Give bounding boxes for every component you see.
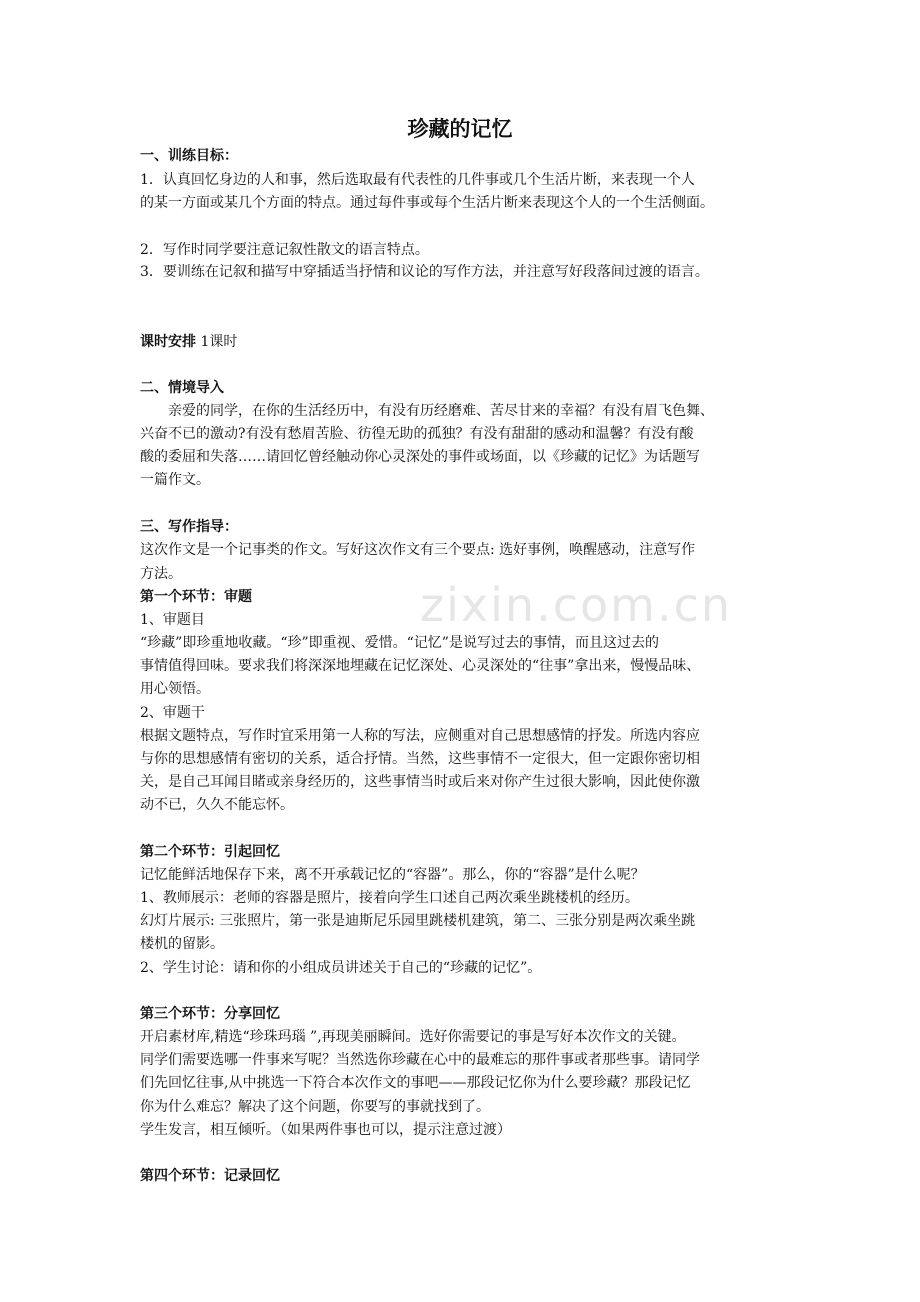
step-heading-1: 第一个环节：审题 bbox=[140, 589, 252, 605]
schedule-value: 1课时 bbox=[200, 334, 238, 350]
paragraph-line: 你为什么难忘？解决了这个问题，你要写的事就找到了。 bbox=[140, 1099, 490, 1115]
section-heading-goals: 一、训练目标： bbox=[140, 148, 238, 164]
paragraph-line: 动不已，久久不能忘怀。 bbox=[140, 797, 294, 813]
paragraph-line: 亲爱的同学，在你的生活经历中，有没有历经磨难、苦尽甘来的幸福？有没有眉飞色舞、 bbox=[168, 403, 714, 419]
paragraph-line: 根据文题特点，写作时宜采用第一人称的写法，应侧重对自己思想感情的抒发。所选内容应 bbox=[140, 728, 700, 744]
paragraph-line: 2、审题干 bbox=[140, 705, 205, 721]
paragraph-line: 事情值得回味。要求我们将深深地埋藏在记忆深处、心灵深处的“往事”拿出来，慢慢品味、 bbox=[140, 658, 701, 674]
schedule-label: 课时安排 bbox=[140, 334, 196, 350]
paragraph-line: “珍藏”即珍重地收藏。“珍”即重视、爱惜。“记忆”是说写过去的事情，而且这过去的 bbox=[140, 635, 659, 651]
paragraph-line: 与你的思想感情有密切的关系，适合抒情。当然，这些事情不一定很大，但一定跟你密切相 bbox=[140, 751, 700, 767]
paragraph-line: 幻灯片展示: 三张照片，第一张是迪斯尼乐园里跳楼机建筑，第二、三张分别是两次乘坐跳 bbox=[140, 913, 696, 929]
paragraph-line: 记忆能鲜活地保存下来，离不开承载记忆的“容器”。那么，你的“容器”是什么呢？ bbox=[140, 867, 645, 883]
paragraph-line: 这次作文是一个记事类的作文。写好这次作文有三个要点: 选好事例，唤醒感动，注意写作 bbox=[140, 542, 696, 558]
paragraph-line: 方法。 bbox=[140, 566, 182, 582]
schedule-line bbox=[140, 332, 237, 352]
section-heading-guidance: 三、写作指导： bbox=[140, 519, 238, 535]
paragraph-line: 的某一方面或某几个方面的特点。通过每件事或每个生活片断来表现这个人的一个生活侧面。 bbox=[140, 195, 714, 211]
paragraph-line: 1．认真回忆身边的人和事，然后选取最有代表性的几件事或几个生活片断，来表现一个人 bbox=[140, 172, 695, 188]
step-heading-3: 第三个环节：分享回忆 bbox=[140, 1006, 280, 1022]
paragraph-line: 1、审题目 bbox=[140, 612, 205, 628]
step-heading-2: 第二个环节：引起回忆 bbox=[140, 844, 280, 860]
paragraph-line: 同学们需要选哪一件事来写呢？当然选你珍藏在心中的最难忘的那件事或者那些事。请同学 bbox=[140, 1052, 700, 1068]
paragraph-line: 学生发言，相互倾听。（如果两件事也可以，提示注意过渡） bbox=[140, 1122, 511, 1138]
paragraph-line: 2、学生讨论：请和你的小组成员讲述关于自己的“珍藏的记忆”。 bbox=[140, 960, 542, 976]
watermark: zixin.com.cn bbox=[420, 578, 733, 632]
paragraph-line: 楼机的留影。 bbox=[140, 936, 224, 952]
paragraph-line: 们先回忆往事,从中挑选一下符合本次作文的事吧——那段记忆你为什么要珍藏？那段记忆 bbox=[140, 1075, 691, 1091]
paragraph-line: 兴奋不已的激动?有没有愁眉苦脸、彷徨无助的孤独？有没有甜甜的感动和温馨？有没有酸 bbox=[140, 426, 694, 442]
paragraph-line: 一篇作文。 bbox=[140, 472, 210, 488]
section-heading-intro: 二、情境导入 bbox=[140, 380, 224, 396]
paragraph-line: 用心领悟。 bbox=[140, 681, 210, 697]
paragraph-line: 开启素材库,精选“珍珠玛瑙 ”,再现美丽瞬间。选好你需要记的事是写好本次作文的关键。 bbox=[140, 1029, 686, 1045]
step-heading-4: 第四个环节：记录回忆 bbox=[140, 1168, 280, 1184]
document-title: 珍藏的记忆 bbox=[407, 117, 513, 141]
paragraph-line: 3．要训练在记叙和描写中穿插适当抒情和议论的写作方法，并注意写好段落间过渡的语言。 bbox=[140, 264, 709, 280]
paragraph-line: 1、教师展示：老师的容器是照片，接着向学生口述自己两次乘坐跳楼机的经历。 bbox=[140, 890, 639, 906]
paragraph-line: 酸的委屈和失落……请回忆曾经触动你心灵深处的事件或场面，以《珍藏的记忆》为话题写 bbox=[140, 449, 700, 465]
paragraph-line: 关，是自己耳闻目睹或亲身经历的，这些事情当时或后来对你产生过很大影响，因此使你激 bbox=[140, 774, 700, 790]
paragraph-line: 2．写作时同学要注意记叙性散文的语言特点。 bbox=[140, 242, 429, 258]
